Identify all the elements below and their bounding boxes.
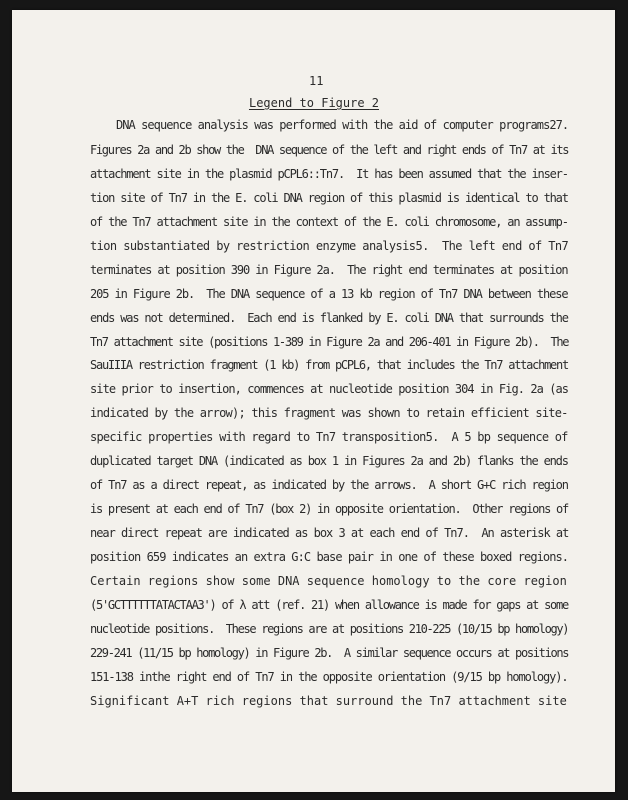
body-line: 151-138 inthe right end of Tn7 in the opposite orientation (9/15 bp homology). (90, 670, 568, 684)
body-line: 205 in Figure 2b. The DNA sequence of a 13 kb region of Tn7 DNA between these (90, 287, 568, 301)
body-line: tion site of Tn7 in the E. coli DNA region of this plasmid is identical to that (90, 191, 568, 205)
body-line: SauIIIA restriction fragment (1 kb) from pCPL6, that includes the Tn7 attachment (90, 358, 568, 372)
body-line: Significant A+T rich regions that surround the Tn7 attachment site (90, 694, 567, 708)
body-line: attachment site in the plasmid pCPL6::Tn7. It has been assumed that the inser- (90, 167, 568, 181)
legend-title: Legend to Figure 2 (248, 96, 380, 110)
body-line: duplicated target DNA (indicated as box 1 in Figures 2a and 2b) flanks the ends (90, 454, 568, 468)
body-line: of the Tn7 attachment site in the context of the E. coli chromosome, an assump- (90, 215, 568, 229)
body-line: Tn7 attachment site (positions 1-389 in Figure 2a and 206-401 in Figure 2b). The (90, 335, 569, 349)
body-line: Certain regions show some DNA sequence homology to the core region (90, 574, 567, 588)
body-line: 229-241 (11/15 bp homology) in Figure 2b. A similar sequence occurs at positions (90, 646, 569, 660)
body-line: is present at each end of Tn7 (box 2) in opposite orientation. Other regions of (90, 502, 568, 516)
body-line: of Tn7 as a direct repeat, as indicated by the arrows. A short G+C rich region (90, 478, 568, 492)
body-line: (5'GCTTTTTTATACTAA3') of λ att (ref. 21) when allowance is made for gaps at some (90, 598, 568, 612)
body-line: tion substantiated by restriction enzyme analysis5. The left end of Tn7 (90, 239, 569, 253)
body-line: DNA sequence analysis was performed with the aid of computer programs27. (116, 118, 569, 132)
body-line: site prior to insertion, commences at nucleotide position 304 in Fig. 2a (as (90, 382, 569, 396)
body-line: position 659 indicates an extra G:C base pair in one of these boxed regions. (90, 550, 569, 564)
body-line: ends was not determined. Each end is flanked by E. coli DNA that surrounds the (90, 311, 568, 325)
page-number: 11 (309, 74, 324, 88)
body-line: indicated by the arrow); this fragment was shown to retain efficient site- (90, 406, 568, 420)
body-line: terminates at position 390 in Figure 2a. The right end terminates at position (90, 263, 568, 277)
body-line: nucleotide positions. These regions are at positions 210-225 (10/15 bp homology) (90, 622, 569, 636)
body-line: specific properties with regard to Tn7 transposition5. A 5 bp sequence of (90, 430, 568, 444)
body-line: Figures 2a and 2b show the DNA sequence of the left and right ends of Tn7 at its (90, 143, 569, 157)
body-line: near direct repeat are indicated as box 3 at each end of Tn7. An asterisk at (90, 526, 569, 540)
